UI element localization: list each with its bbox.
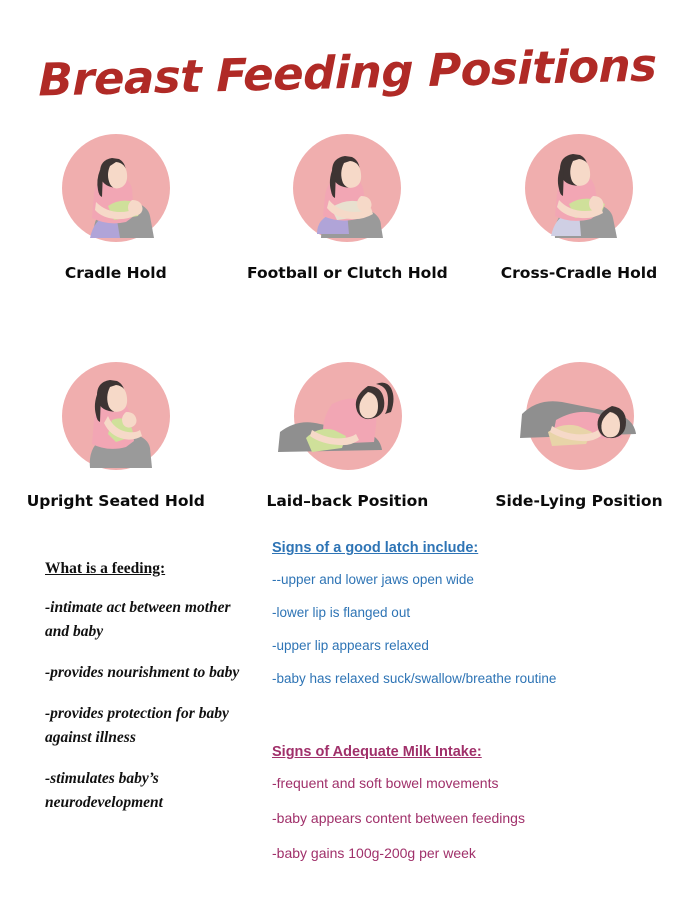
laid-back-position-illustration [272,358,422,478]
positions-row-1 [0,130,695,282]
feeding-item: -provides protection for baby against illness [45,705,229,746]
cross-cradle-hold-figure [519,130,639,250]
position-label: Upright Seated Hold [26,492,205,510]
milk-intake-item: -frequent and soft bowel movements [272,775,499,791]
latch-item: --upper and lower jaws open wide [272,572,474,587]
position-cell-laid-back [232,358,464,510]
latch-and-milk-section [272,540,602,879]
position-cell-upright-seated-hold [0,358,232,510]
page-title: Breast Feeding Positions [38,38,657,107]
milk-intake-item: -baby appears content between feedings [272,810,525,826]
latch-item: -upper lip appears relaxed [272,638,429,653]
feeding-heading: What is a feeding: [45,560,166,577]
football-hold-illustration [287,130,407,250]
feeding-item: -intimate act between mother and baby [45,599,231,640]
football-hold-figure [287,130,407,250]
position-label: Laid–back Position [266,492,429,510]
upright-seated-hold-illustration [56,358,176,478]
upright-seated-hold-figure [56,358,176,478]
position-label: Cradle Hold [64,264,167,282]
positions-row-2 [0,358,695,510]
laid-back-position-figure [272,358,422,478]
feeding-section [45,560,245,832]
position-cell-football-hold [232,130,464,282]
position-cell-cross-cradle-hold [463,130,695,282]
positions-grid [0,130,695,510]
milk-intake-item: -baby gains 100g-200g per week [272,845,476,861]
cradle-hold-figure [56,130,176,250]
position-label: Cross-Cradle Hold [500,264,658,282]
cross-cradle-hold-illustration [519,130,639,250]
position-label: Football or Clutch Hold [247,264,448,282]
side-lying-position-illustration [504,358,654,478]
latch-heading: Signs of a good latch include: [272,540,479,556]
milk-intake-heading: Signs of Adequate Milk Intake: [272,744,482,760]
position-label: Side-Lying Position [495,492,663,510]
feeding-item: -stimulates baby’s neurodevelopment [45,770,163,811]
latch-item: -baby has relaxed suck/swallow/breathe routine [272,671,557,686]
position-cell-side-lying [463,358,695,510]
feeding-item: -provides nourishment to baby [45,664,240,681]
side-lying-position-figure [504,358,654,478]
latch-item: -lower lip is flanged out [272,605,411,620]
position-cell-cradle-hold [0,130,232,282]
cradle-hold-illustration [56,130,176,250]
